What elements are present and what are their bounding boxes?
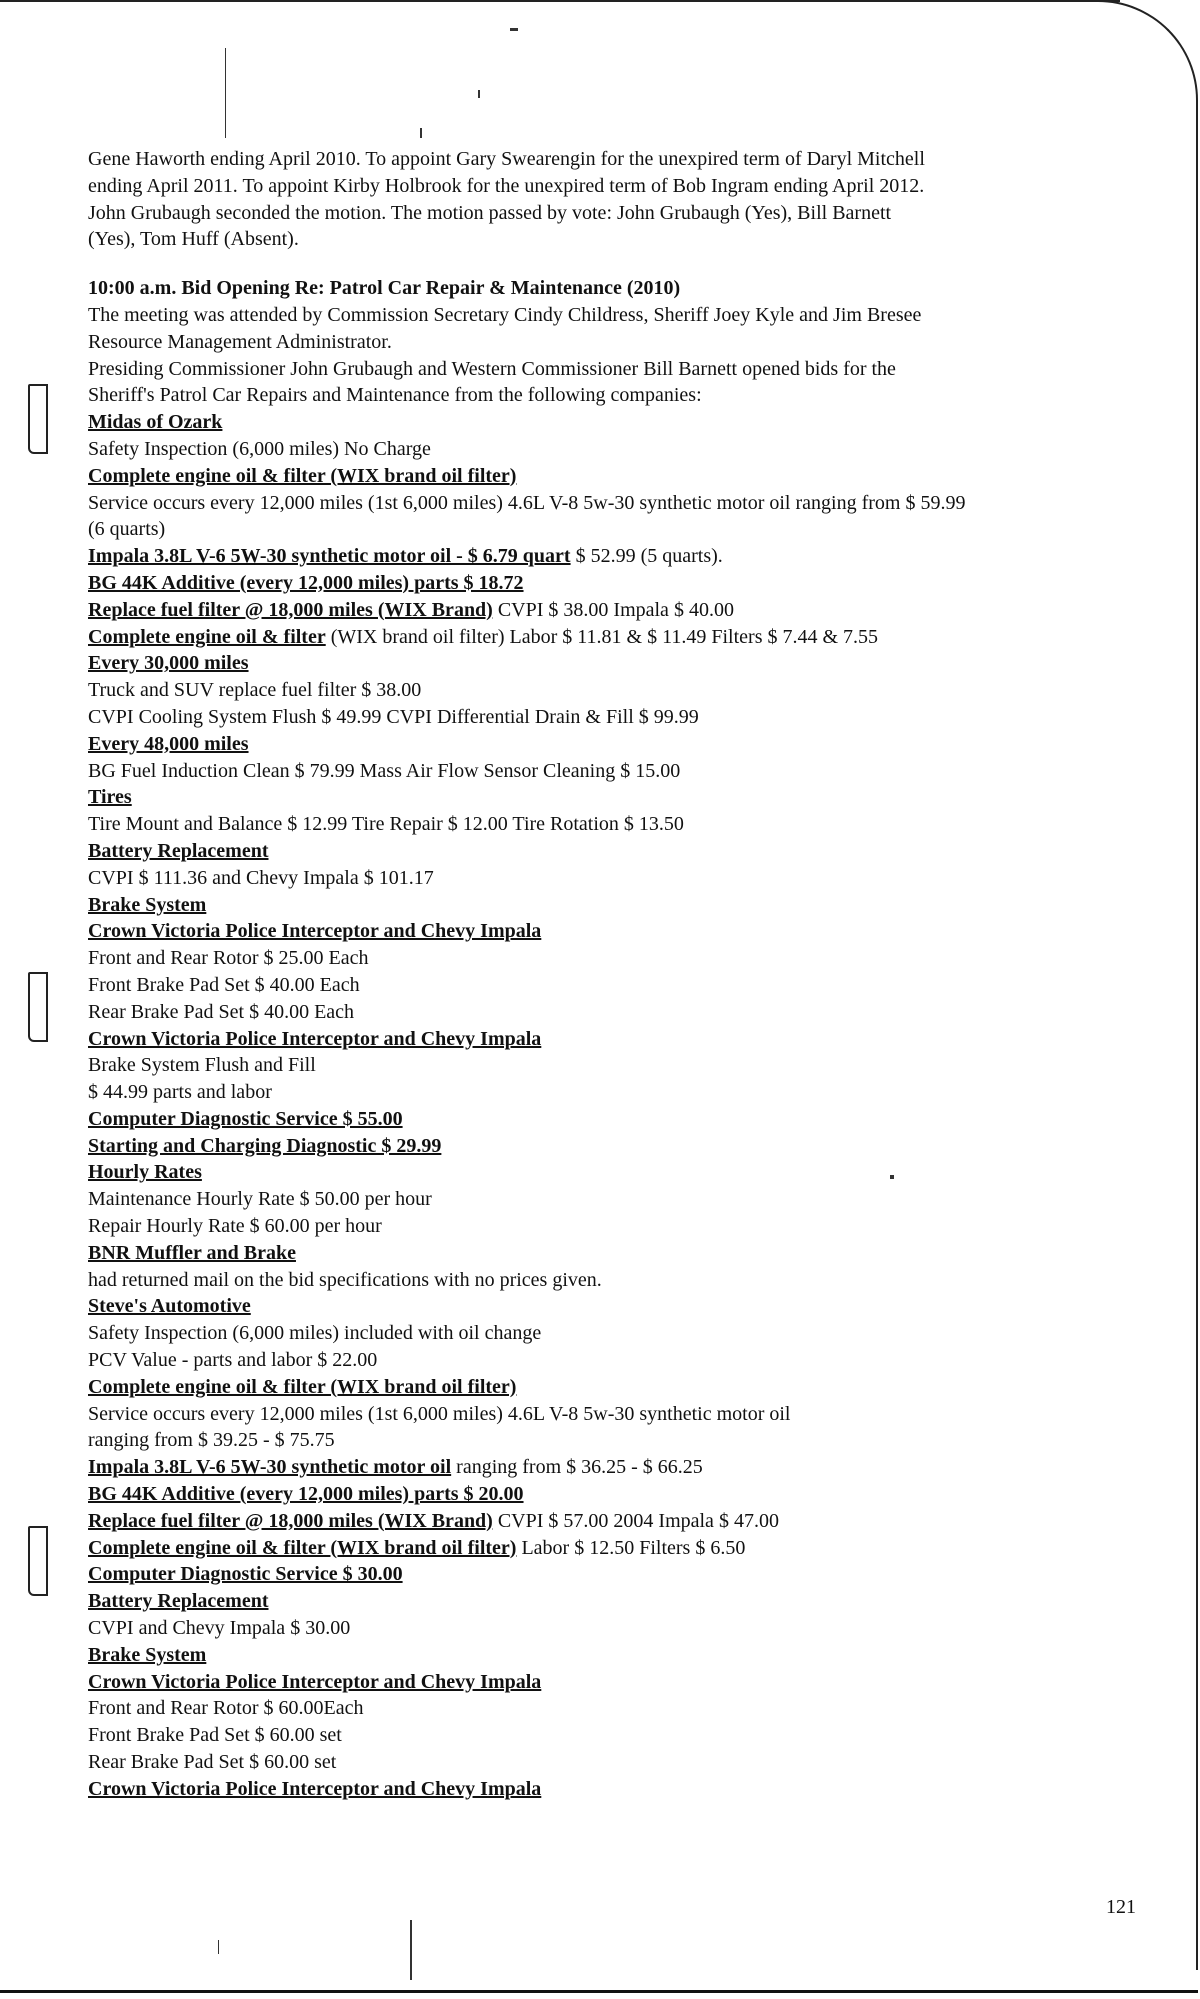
bid-line: Brake System Flush and Fill: [88, 1054, 316, 1077]
section-title: 10:00 a.m. Bid Opening Re: Patrol Car Repair & Maintenance (2010): [88, 277, 681, 300]
bid-heading: Every 30,000 miles: [88, 652, 249, 675]
bid-heading: Complete engine oil & filter (WIX brand oil filter): [88, 1536, 517, 1559]
scan-artifact: [420, 128, 422, 138]
bid-line: CVPI Cooling System Flush $ 49.99 CVPI Differential Drain & Fill $ 99.99: [88, 705, 699, 728]
bid-line: Front Brake Pad Set $ 40.00 Each: [88, 973, 360, 996]
bid-heading: Crown Victoria Police Interceptor and Chevy Impala: [88, 1670, 542, 1693]
bid-line: CVPI $ 111.36 and Chevy Impala $ 101.17: [88, 866, 434, 889]
scan-artifact: [510, 28, 518, 31]
bid-heading: Complete engine oil & filter (WIX brand oil filter): [88, 464, 517, 487]
document-body: [88, 146, 1148, 1803]
attendance-line: Presiding Commissioner John Grubaugh and Western Commissioner Bill Barnett opened bids for the: [88, 357, 896, 380]
page-border-right: [1196, 110, 1198, 1970]
bid-line: PCV Value - parts and labor $ 22.00: [88, 1349, 378, 1372]
punch-hole-mark: [28, 972, 48, 1042]
attendance-line: The meeting was attended by Commission Secretary Cindy Childress, Sheriff Joey Kyle and Jim Bresee: [88, 303, 922, 326]
bid-line: Tire Mount and Balance $ 12.99 Tire Repair $ 12.00 Tire Rotation $ 13.50: [88, 813, 684, 836]
bid-line: Service occurs every 12,000 miles (1st 6,000 miles) 4.6L V-8 5w-30 synthetic motor oil: [88, 1402, 791, 1425]
page-border-top: [0, 0, 1120, 2]
bid-heading: Starting and Charging Diagnostic $ 29.99: [88, 1134, 442, 1157]
bid-heading: Battery Replacement: [88, 1590, 269, 1613]
bid-line: [88, 624, 1148, 651]
bid-heading: Crown Victoria Police Interceptor and Chevy Impala: [88, 1777, 542, 1800]
bid-line: Rear Brake Pad Set $ 40.00 Each: [88, 1000, 355, 1023]
bid-heading: Every 48,000 miles: [88, 732, 249, 755]
bid-heading: Crown Victoria Police Interceptor and Chevy Impala: [88, 1027, 542, 1050]
bid-line: [88, 1508, 1148, 1535]
bid-heading: Complete engine oil & filter: [88, 625, 326, 648]
bid-heading: Replace fuel filter @ 18,000 miles (WIX Brand): [88, 1509, 493, 1532]
bid-line: [88, 1454, 1148, 1481]
scan-artifact: [410, 1920, 412, 1980]
bid-text: ranging from $ 36.25 - $ 66.25: [451, 1456, 703, 1479]
bid-heading: Complete engine oil & filter (WIX brand oil filter): [88, 1375, 517, 1398]
company-heading: BNR Muffler and Brake: [88, 1241, 296, 1264]
bid-line: CVPI and Chevy Impala $ 30.00: [88, 1617, 351, 1640]
bid-line: had returned mail on the bid specifications with no prices given.: [88, 1268, 602, 1291]
punch-hole-mark: [28, 1526, 48, 1596]
bid-heading: Hourly Rates: [88, 1161, 202, 1184]
bid-line: ranging from $ 39.25 - $ 75.75: [88, 1429, 335, 1452]
bid-line: [88, 597, 1148, 624]
bid-line: Service occurs every 12,000 miles (1st 6,000 miles) 4.6L V-8 5w-30 synthetic motor oil ranging from $ 59.99: [88, 491, 966, 514]
bid-line: $ 44.99 parts and labor: [88, 1081, 272, 1104]
bid-heading: Impala 3.8L V-6 5W-30 synthetic motor oil: [88, 1456, 452, 1479]
bid-line: BG Fuel Induction Clean $ 79.99 Mass Air Flow Sensor Cleaning $ 15.00: [88, 759, 681, 782]
bid-line: Maintenance Hourly Rate $ 50.00 per hour: [88, 1188, 432, 1211]
company-heading: Midas of Ozark: [88, 411, 223, 434]
bid-text: (WIX brand oil filter) Labor $ 11.81 & $ 11.49 Filters $ 7.44 & 7.55: [325, 625, 879, 648]
bid-line: Truck and SUV replace fuel filter $ 38.00: [88, 679, 422, 702]
bid-heading: Impala 3.8L V-6 5W-30 synthetic motor oil - $ 6.79 quart: [88, 545, 571, 568]
intro-line: Gene Haworth ending April 2010. To appoint Gary Swearengin for the unexpired term of Daryl Mitchell: [88, 148, 925, 170]
intro-line: ending April 2011. To appoint Kirby Holbrook for the unexpired term of Bob Ingram ending April 2012.: [88, 174, 925, 197]
bid-text: $ 52.99 (5 quarts).: [570, 545, 723, 568]
bid-line: (6 quarts): [88, 518, 166, 541]
bid-text: CVPI $ 38.00 Impala $ 40.00: [492, 598, 734, 621]
punch-hole-mark: [28, 384, 48, 454]
bid-heading: BG 44K Additive (every 12,000 miles) parts $ 20.00: [88, 1483, 524, 1506]
attendance-line: Sheriff's Patrol Car Repairs and Maintenance from the following companies:: [88, 384, 702, 407]
intro-line: John Grubaugh seconded the motion. The motion passed by vote: John Grubaugh (Yes), Bill Barnett: [88, 201, 892, 224]
scan-artifact: [218, 1940, 219, 1954]
bid-line: Rear Brake Pad Set $ 60.00 set: [88, 1751, 337, 1774]
bid-line: [88, 1535, 1148, 1562]
bid-line: Front and Rear Rotor $ 25.00 Each: [88, 947, 369, 970]
page-border-bottom: [0, 1990, 1198, 1993]
bid-heading: Tires: [88, 786, 132, 809]
bid-heading: Battery Replacement: [88, 839, 269, 862]
bid-heading: Replace fuel filter @ 18,000 miles (WIX Brand): [88, 598, 493, 621]
bid-text: Labor $ 12.50 Filters $ 6.50: [516, 1536, 746, 1559]
scan-artifact: [225, 48, 226, 138]
bid-line: Repair Hourly Rate $ 60.00 per hour: [88, 1215, 382, 1238]
bid-line: Safety Inspection (6,000 miles) No Charge: [88, 437, 431, 460]
company-heading: Steve's Automotive: [88, 1295, 251, 1318]
bid-heading: Brake System: [88, 893, 207, 916]
intro-line: (Yes), Tom Huff (Absent).: [88, 228, 299, 251]
bid-line: [88, 543, 1148, 570]
bid-line: Safety Inspection (6,000 miles) included with oil change: [88, 1322, 542, 1345]
bid-line: Front Brake Pad Set $ 60.00 set: [88, 1724, 342, 1747]
bid-heading: Computer Diagnostic Service $ 30.00: [88, 1563, 403, 1586]
attendance-line: Resource Management Administrator.: [88, 330, 392, 353]
bid-line: Front and Rear Rotor $ 60.00Each: [88, 1697, 364, 1720]
bid-heading: BG 44K Additive (every 12,000 miles) parts $ 18.72: [88, 571, 524, 594]
bid-heading: Brake System: [88, 1643, 207, 1666]
bid-text: CVPI $ 57.00 2004 Impala $ 47.00: [492, 1509, 779, 1532]
bid-heading: Crown Victoria Police Interceptor and Chevy Impala: [88, 920, 542, 943]
scan-artifact: [478, 90, 480, 98]
page-number: 121: [1106, 1896, 1136, 1918]
bid-heading: Computer Diagnostic Service $ 55.00: [88, 1107, 403, 1130]
page-border-corner: [1090, 0, 1198, 120]
